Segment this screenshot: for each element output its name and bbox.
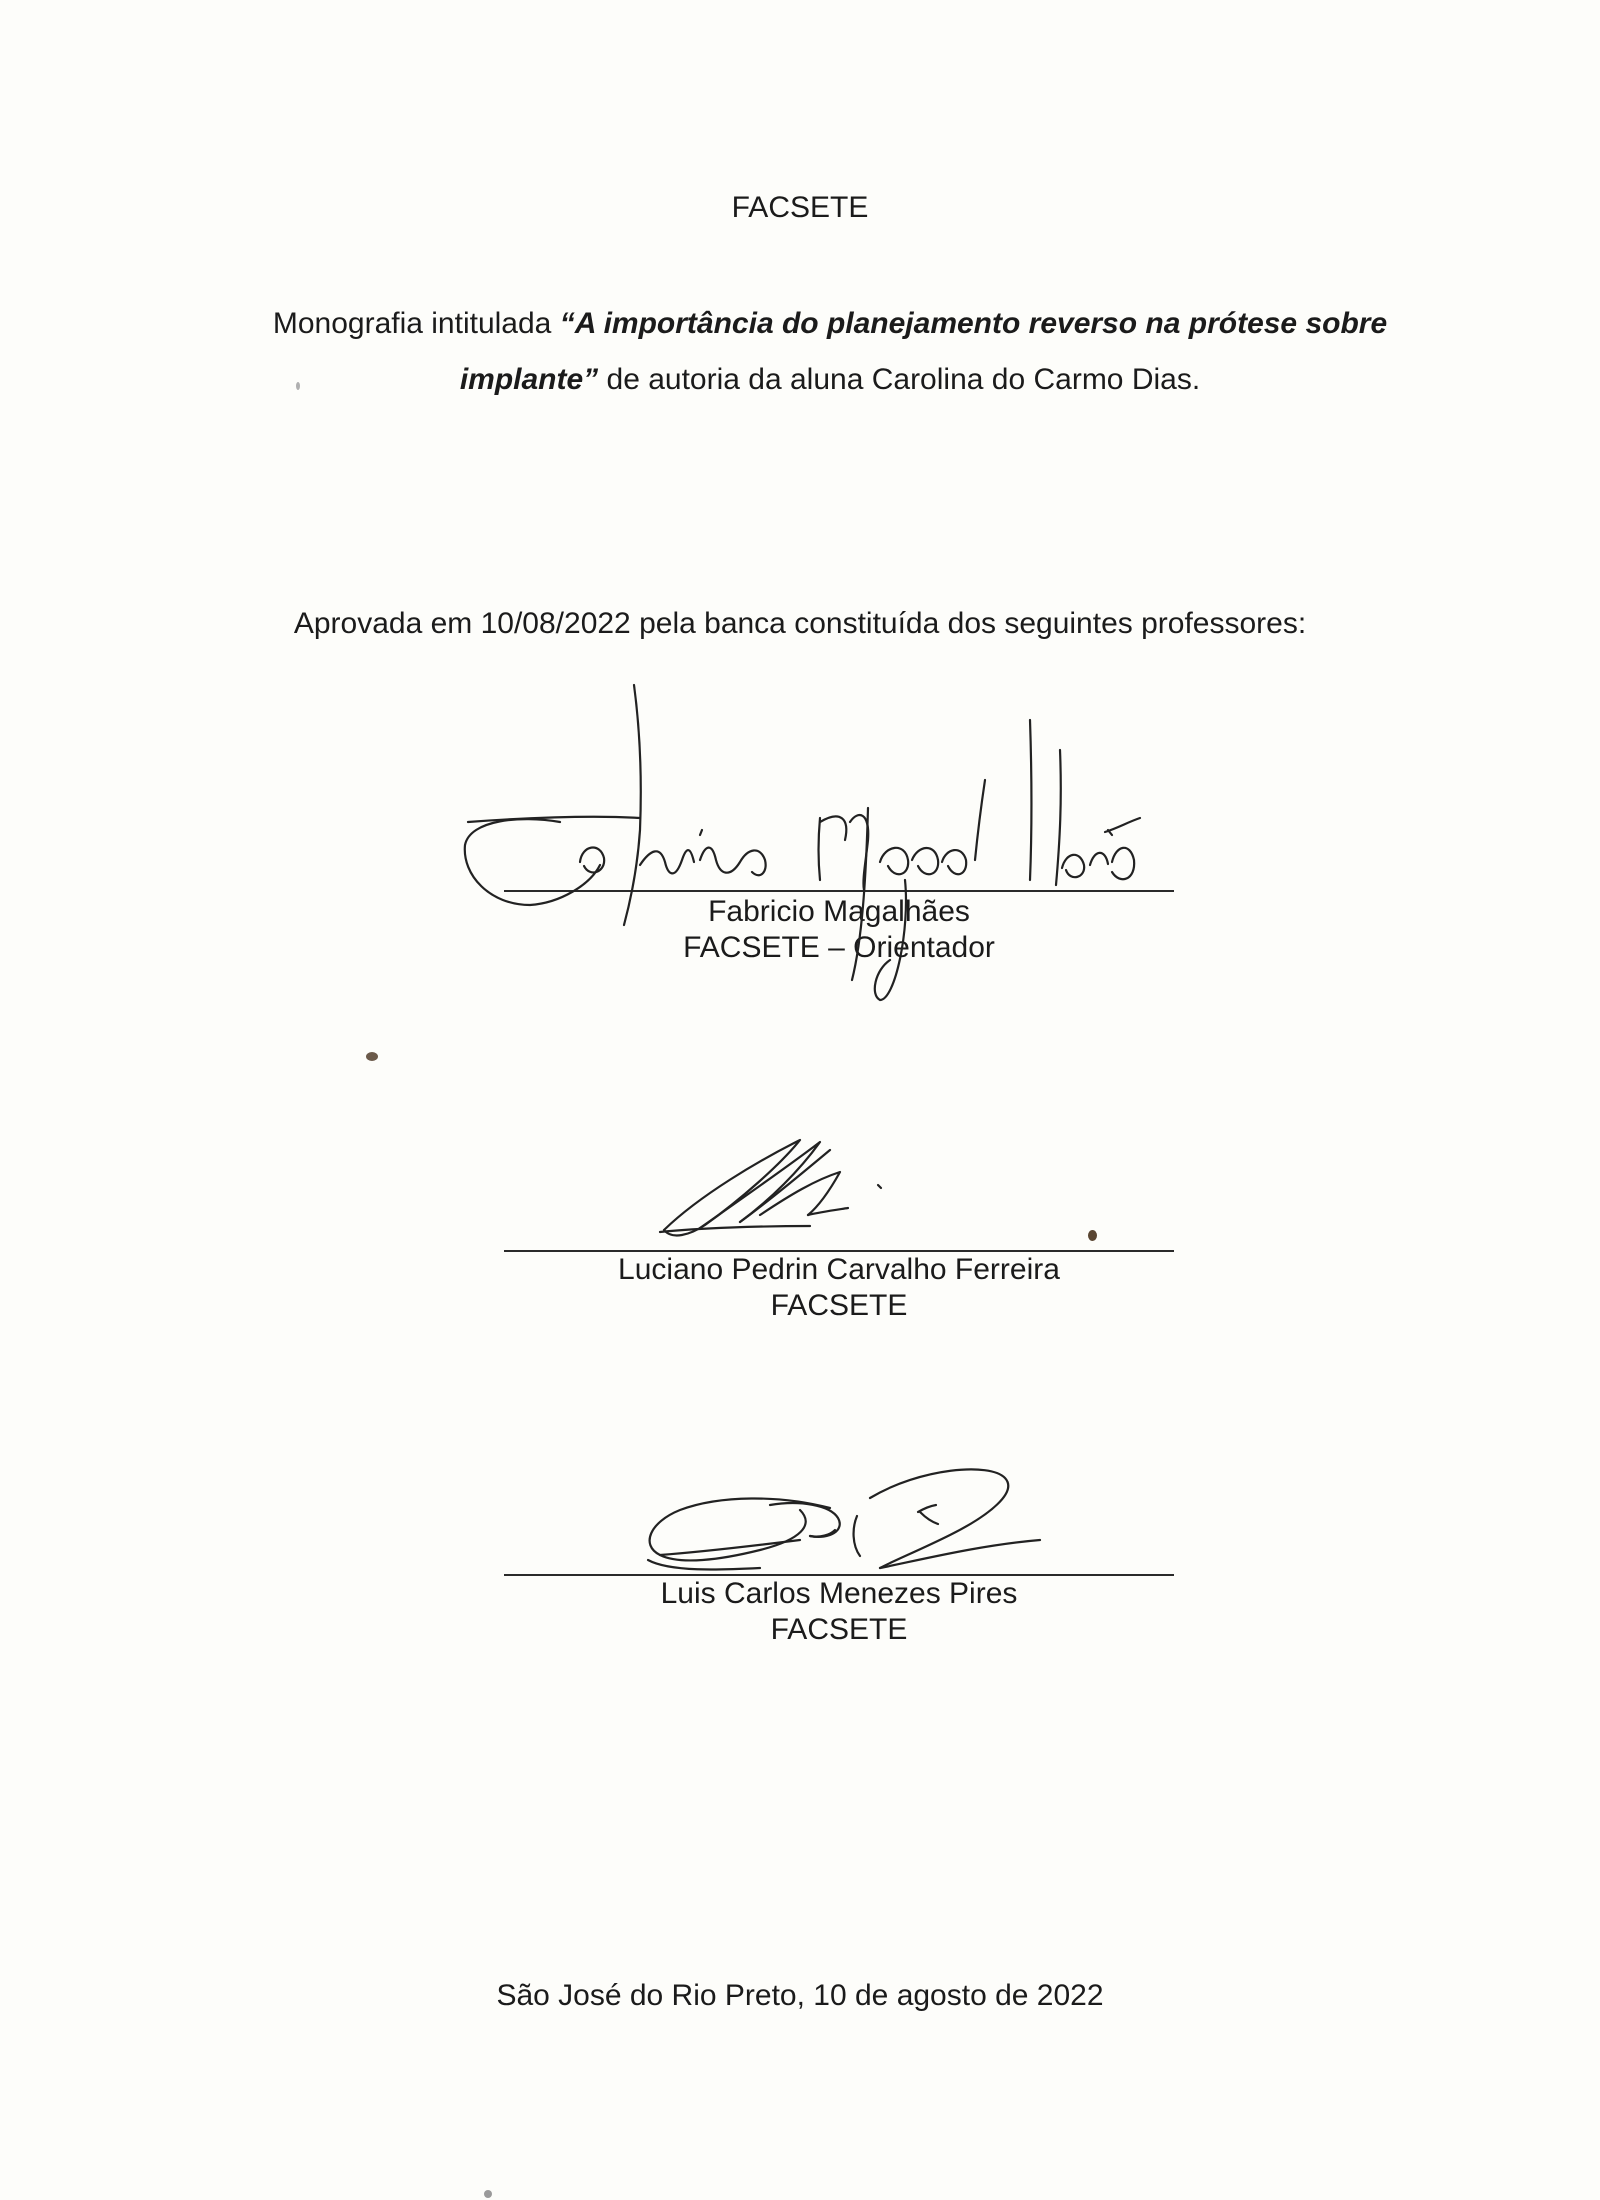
signature-2-image [660, 1140, 881, 1235]
member-2-affiliation: FACSETE [770, 1289, 908, 1322]
title-prefix: Monografia intitulada [272, 307, 560, 340]
title-emphasis-line1: “A importância do planejamento reverso na prótese sobre [559, 307, 1388, 340]
monograph-title-paragraph [230, 296, 1430, 408]
scan-speck [296, 382, 300, 390]
institution-heading: FACSETE [731, 191, 869, 224]
member-2-name: Luciano Pedrin Carvalho Ferreira [618, 1253, 1060, 1286]
title-emphasis-line2: implante” [459, 363, 599, 396]
member-3-name: Luis Carlos Menezes Pires [660, 1577, 1018, 1610]
title-suffix: de autoria da aluna Carolina do Carmo Dias. [598, 363, 1201, 396]
signature-3-image [648, 1469, 1040, 1569]
scan-speck [366, 1052, 378, 1061]
member-1-name: Fabricio Magalhães [708, 895, 970, 928]
signature-line-1 [504, 890, 1174, 892]
scan-speck [1088, 1230, 1097, 1241]
place-and-date: São José do Rio Preto, 10 de agosto de 2022 [496, 1979, 1104, 2012]
scan-speck [484, 2190, 492, 2198]
approval-statement: Aprovada em 10/08/2022 pela banca constituída dos seguintes professores: [293, 607, 1307, 640]
member-1-affiliation: FACSETE – Orientador [683, 931, 995, 964]
member-3-affiliation: FACSETE [770, 1613, 908, 1646]
